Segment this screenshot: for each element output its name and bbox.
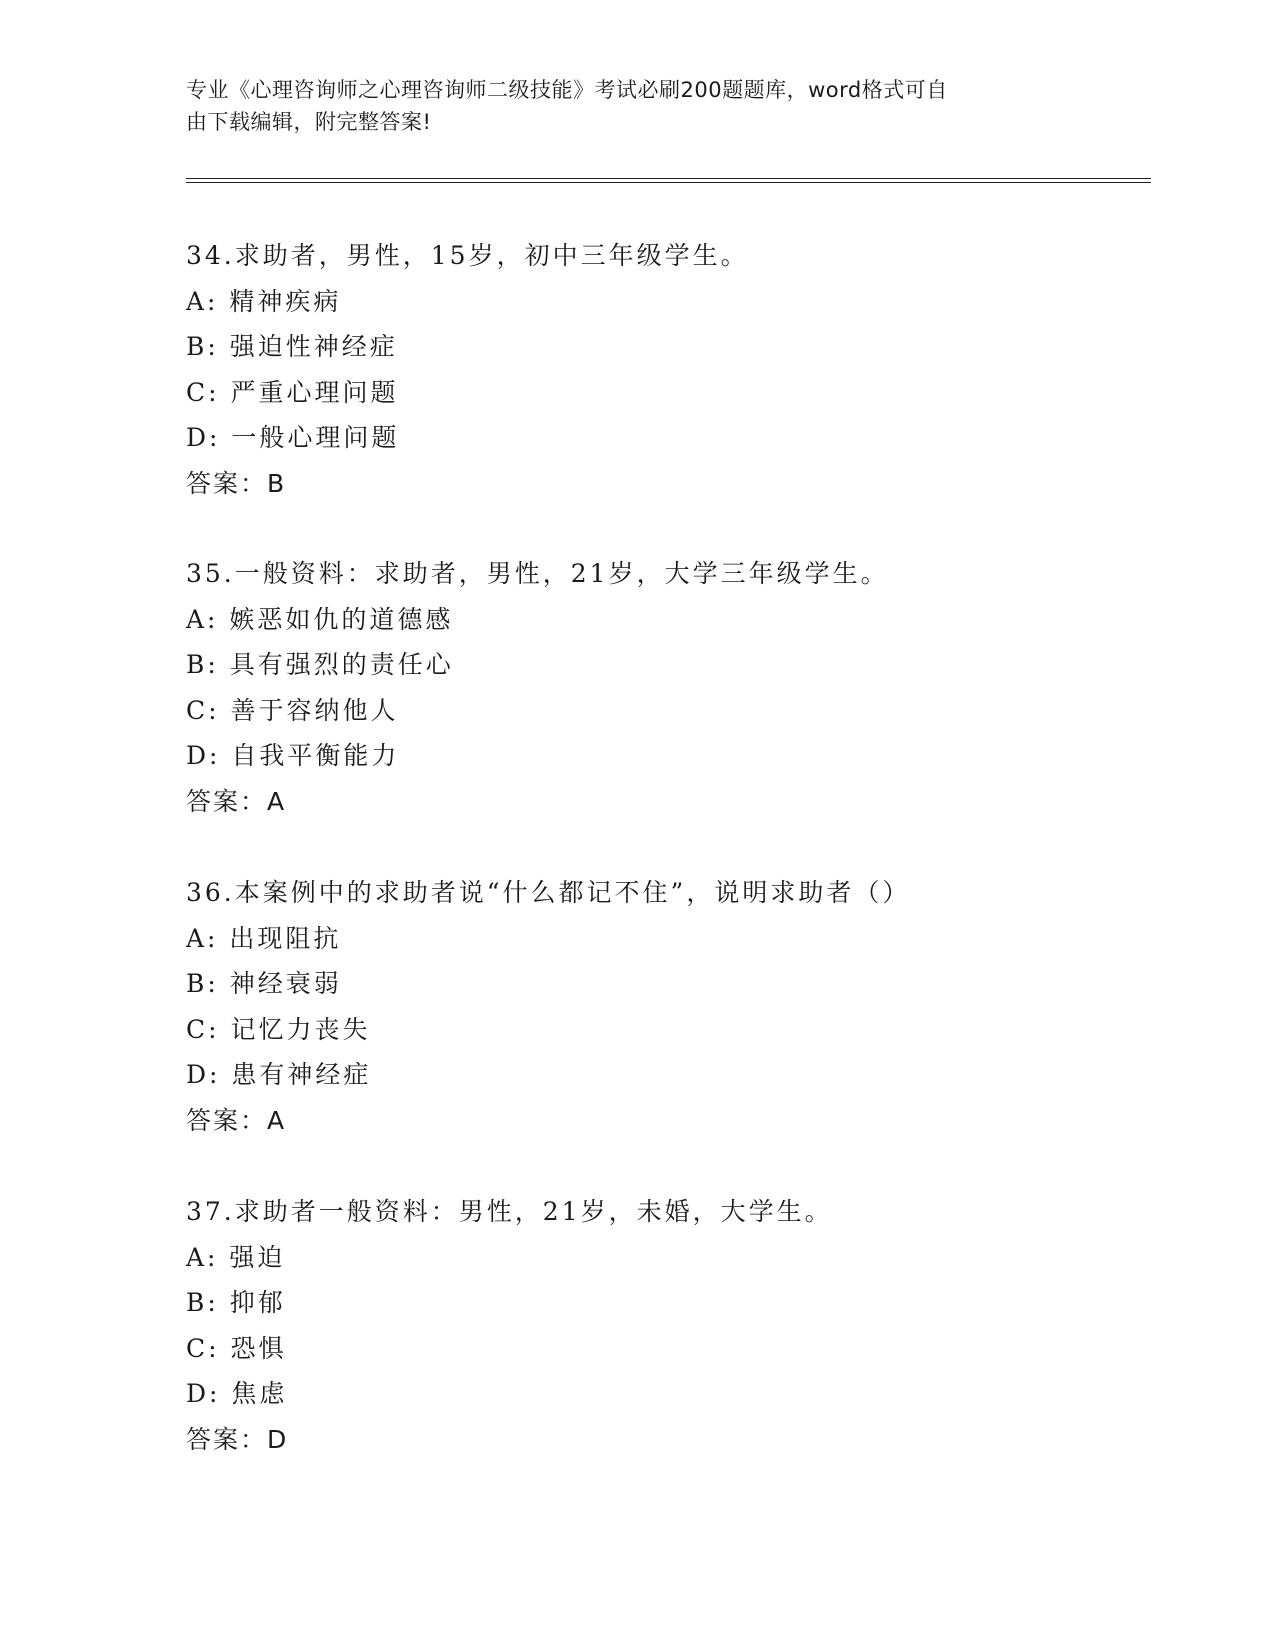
- question-36: [186, 870, 1146, 1143]
- option-a: A: 精神疾病: [186, 286, 342, 316]
- answer: 答案：D: [186, 1424, 289, 1454]
- option-c: C: 恐惧: [186, 1333, 287, 1363]
- header-divider-top: [186, 178, 1151, 179]
- option-b: B: 具有强烈的责任心: [186, 650, 454, 679]
- option-c: C: 严重心理问题: [186, 377, 399, 407]
- question-35: [186, 551, 1146, 824]
- question-stem: 36.本案例中的求助者说“什么都记不住”，说明求助者（）: [186, 878, 911, 907]
- option-d: D: 一般心理问题: [186, 423, 400, 452]
- option-b: B: 神经衰弱: [186, 969, 342, 998]
- answer: 答案：A: [186, 786, 287, 816]
- header-divider-bottom: [186, 182, 1151, 183]
- question-34: [186, 233, 1146, 506]
- option-a: A: 强迫: [186, 1242, 286, 1272]
- question-stem: 35.一般资料：求助者，男性，21岁，大学三年级学生。: [186, 559, 889, 588]
- answer: 答案：B: [186, 468, 287, 498]
- option-b: B: 抑郁: [186, 1288, 286, 1317]
- option-d: D: 焦虑: [186, 1379, 288, 1408]
- question-stem: 34.求助者，男性，15岁，初中三年级学生。: [186, 241, 749, 270]
- option-d: D: 患有神经症: [186, 1060, 372, 1089]
- question-stem: 37.求助者一般资料：男性，21岁，未婚，大学生。: [186, 1197, 833, 1226]
- document-header: [186, 74, 1066, 138]
- question-37: [186, 1189, 1146, 1462]
- option-b: B: 强迫性神经症: [186, 332, 398, 361]
- option-d: D: 自我平衡能力: [186, 741, 400, 770]
- option-a: A: 出现阻抗: [186, 923, 342, 953]
- option-c: C: 记忆力丧失: [186, 1014, 371, 1044]
- answer: 答案：A: [186, 1105, 287, 1135]
- option-c: C: 善于容纳他人: [186, 695, 399, 725]
- header-line-1: 专业《心理咨询师之心理咨询师二级技能》考试必刷200题题库，word格式可自: [186, 78, 948, 102]
- header-line-2: 由下载编辑，附完整答案!: [186, 110, 432, 134]
- option-a: A: 嫉恶如仇的道德感: [186, 604, 454, 634]
